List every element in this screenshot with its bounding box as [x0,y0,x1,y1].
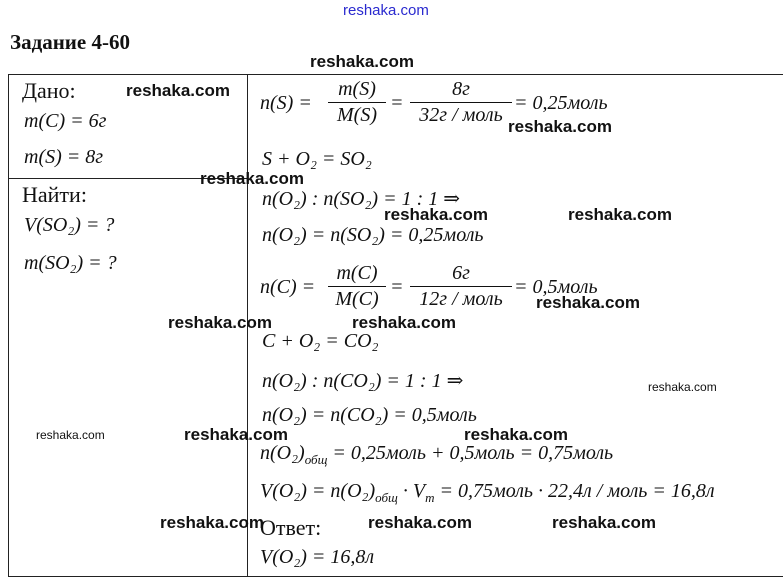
watermark: reshaka.com [508,117,612,136]
ratio-o2-co2: n(O₂) : n(CO₂) = 1 : 1 ⇒ [262,370,464,392]
nC-fraction-1-numerator: m(C) [336,262,378,284]
volume-o2-calc-b: · V [397,480,426,502]
nC-result: = 0,5моль [514,276,598,298]
nS-fraction-2-denominator: 32г / моль [419,104,503,126]
carbon-reaction: C + O₂ = CO₂ [262,330,379,352]
nS-fraction-1 [328,78,386,127]
watermark-top: reshaka.com [343,2,429,19]
table-bottom-border [8,576,783,577]
watermark: reshaka.com [536,293,640,312]
nC-lhs: n(C) = [260,276,316,298]
watermark: reshaka.com [126,81,230,100]
n-o2-total [260,442,613,468]
nS-fraction-2-numerator: 8г [452,78,470,100]
table-top-border [8,74,783,75]
answer-value: V(O₂) = 16,8л [260,546,375,568]
table-left-border [8,74,9,577]
fraction-bar [328,102,386,103]
nC-fraction-1 [328,262,386,311]
fraction-bar [410,102,512,103]
fraction-bar [328,286,386,287]
ratio-o2-so2: n(O₂) : n(SO₂) = 1 : 1 ⇒ [262,188,461,210]
find-heading: Найти: [22,182,87,207]
watermark: reshaka.com [648,380,717,394]
nC-fraction-2-numerator: 6г [452,262,470,284]
find-volume-so2: V(SO₂) = ? [24,214,115,236]
watermark: reshaka.com [184,425,288,444]
nS-equals: = [390,92,404,114]
watermark: reshaka.com [368,513,472,532]
watermark: reshaka.com [310,52,414,71]
given-mass-carbon: m(C) = 6г [24,110,107,132]
given-heading: Дано: [22,78,76,103]
fraction-bar [410,286,512,287]
volume-o2-calc-a: V(O₂) = n(O₂) [260,480,376,502]
subscript-total: общ [304,452,328,467]
subscript-total: общ [375,490,398,505]
find-mass-so2: m(SO₂) = ? [24,252,117,274]
watermark: reshaka.com [384,205,488,224]
subscript-m: m [425,490,435,505]
watermark: reshaka.com [552,513,656,532]
nC-fraction-2 [410,262,512,311]
nC-fraction-1-denominator: M(C) [335,288,379,310]
nS-result: = 0,25моль [514,92,608,114]
volume-o2-calc [260,480,715,506]
watermark: reshaka.com [36,428,105,442]
n-o2-total-rhs: = 0,25моль + 0,5моль = 0,75моль [327,442,614,464]
watermark: reshaka.com [160,513,264,532]
n-o2-carbon: n(O₂) = n(CO₂) = 0,5моль [262,404,477,426]
given-mass-sulfur: m(S) = 8г [24,146,104,168]
watermark: reshaka.com [568,205,672,224]
nS-fraction-1-numerator: m(S) [338,78,376,100]
nC-fraction-2-denominator: 12г / моль [419,288,503,310]
watermark: reshaka.com [464,425,568,444]
n-o2-total-lhs: n(O₂) [260,442,305,464]
nC-equals: = [390,276,404,298]
nS-fraction-1-denominator: M(S) [337,104,377,126]
volume-o2-calc-c: = 0,75моль · 22,4л / моль = 16,8л [434,480,715,502]
sulfur-reaction: S + O₂ = SO₂ [262,148,372,170]
watermark: reshaka.com [168,313,272,332]
watermark: reshaka.com [352,313,456,332]
page-title: Задание 4-60 [10,30,130,54]
n-o2-sulfur: n(O₂) = n(SO₂) = 0,25моль [262,224,484,246]
answer-heading: Ответ: [260,515,322,540]
watermark: reshaka.com [200,169,304,188]
nS-fraction-2 [410,78,512,127]
nS-lhs: n(S) = [260,92,312,114]
